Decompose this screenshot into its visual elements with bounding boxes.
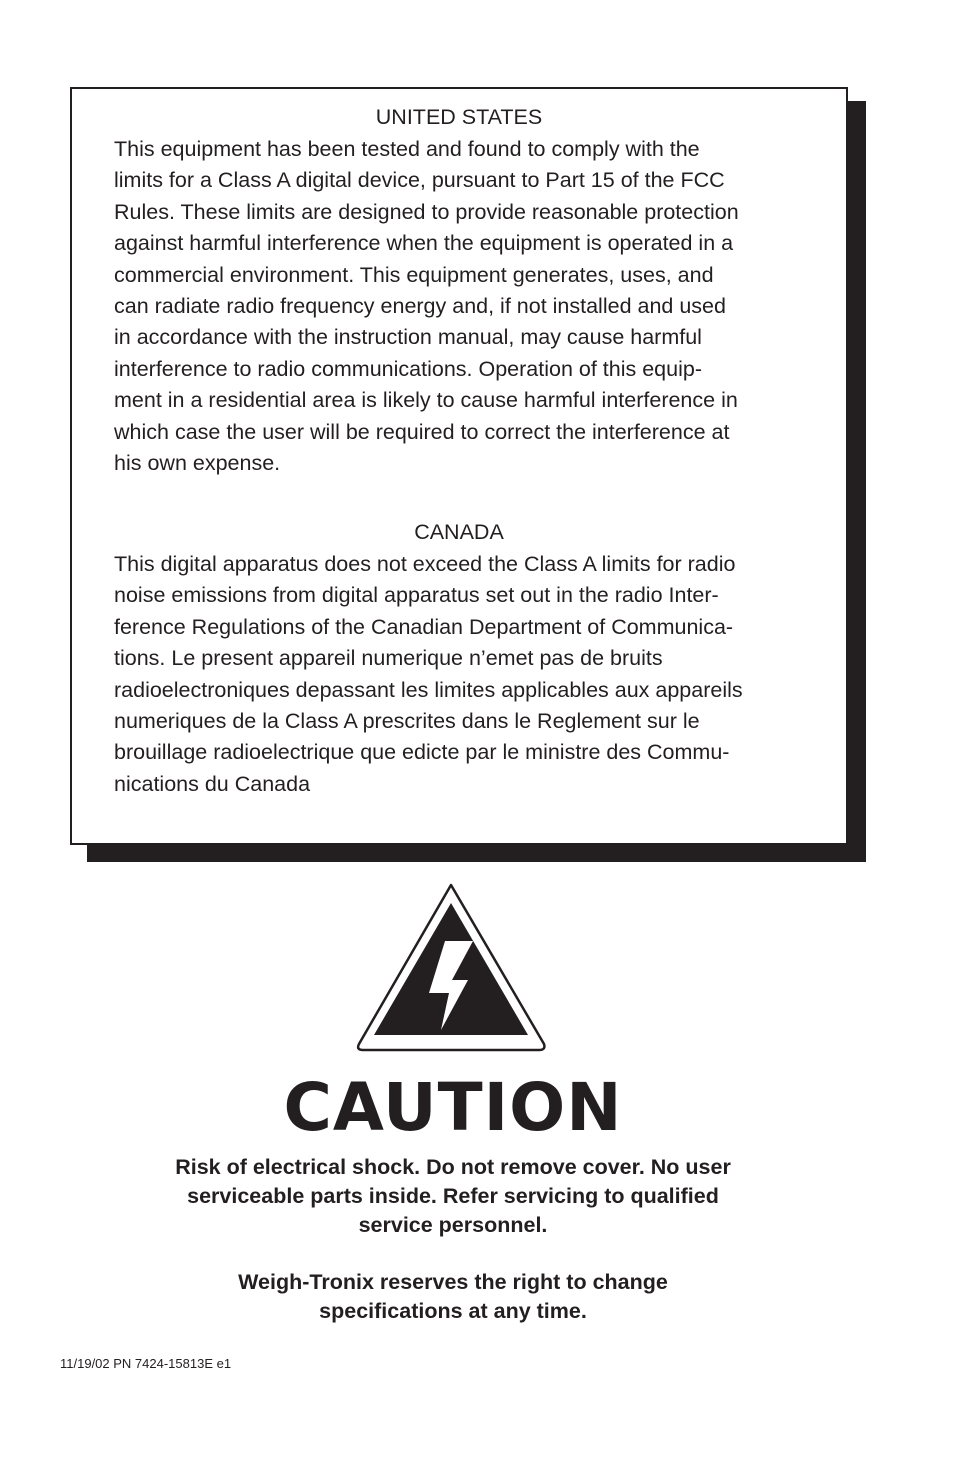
regulatory-notice-box <box>70 87 848 845</box>
us-line: his own expense. <box>114 451 281 476</box>
us-line: against harmful interference when the equipment is operated in a <box>114 231 734 256</box>
us-line: in accordance with the instruction manual, may cause harmful <box>114 325 702 350</box>
electrical-hazard-triangle-icon <box>355 882 547 1054</box>
canada-statement <box>114 549 743 800</box>
shock-warning <box>0 1153 906 1240</box>
canada-line: noise emissions from digital apparatus set out in the radio Inter- <box>114 583 719 608</box>
caution-title: CAUTION <box>283 1069 623 1146</box>
specification-line: Weigh-Tronix reserves the right to change <box>238 1270 668 1294</box>
canada-line: This digital apparatus does not exceed the Class A limits for radio <box>114 552 736 576</box>
us-line: This equipment has been tested and found to comply with the <box>114 137 700 161</box>
canada-heading: CANADA <box>414 520 504 544</box>
canada-line: radioelectroniques depassant les limites applicables aux appareils <box>114 677 743 702</box>
specification-notice <box>0 1268 906 1326</box>
us-line: Rules. These limits are designed to provide reasonable protection <box>114 199 739 224</box>
canada-line: nications du Canada <box>114 771 311 796</box>
us-line: which case the user will be required to correct the interference at <box>114 419 730 444</box>
specification-line: specifications at any time. <box>319 1299 587 1323</box>
us-line: ment in a residential area is likely to cause harmful interference in <box>114 388 738 413</box>
canada-line: ference Regulations of the Canadian Department of Communica- <box>114 614 734 639</box>
canada-line: brouillage radioelectrique que edicte par le ministre des Commu- <box>114 740 730 765</box>
shock-warning-line: service personnel. <box>358 1213 548 1237</box>
us-line: can radiate radio frequency energy and, if not installed and used <box>114 294 726 319</box>
us-line: limits for a Class A digital device, pursuant to Part 15 of the FCC <box>114 168 725 193</box>
shock-warning-line: Risk of electrical shock. Do not remove cover. No user <box>175 1155 731 1179</box>
us-line: commercial environment. This equipment generates, uses, and <box>114 262 714 287</box>
canada-line: numeriques de la Class A prescrites dans le Reglement sur le <box>114 709 700 734</box>
shock-warning-line: serviceable parts inside. Refer servicing to qualified <box>187 1184 719 1208</box>
us-fcc-statement <box>114 134 739 479</box>
canada-line: tions. Le present appareil numerique n’emet pas de bruits <box>114 646 663 671</box>
us-heading: UNITED STATES <box>375 105 543 129</box>
us-line: interference to radio communications. Operation of this equip- <box>114 356 702 381</box>
part-number: 11/19/02 PN 7424-15813E e1 <box>60 1356 232 1371</box>
